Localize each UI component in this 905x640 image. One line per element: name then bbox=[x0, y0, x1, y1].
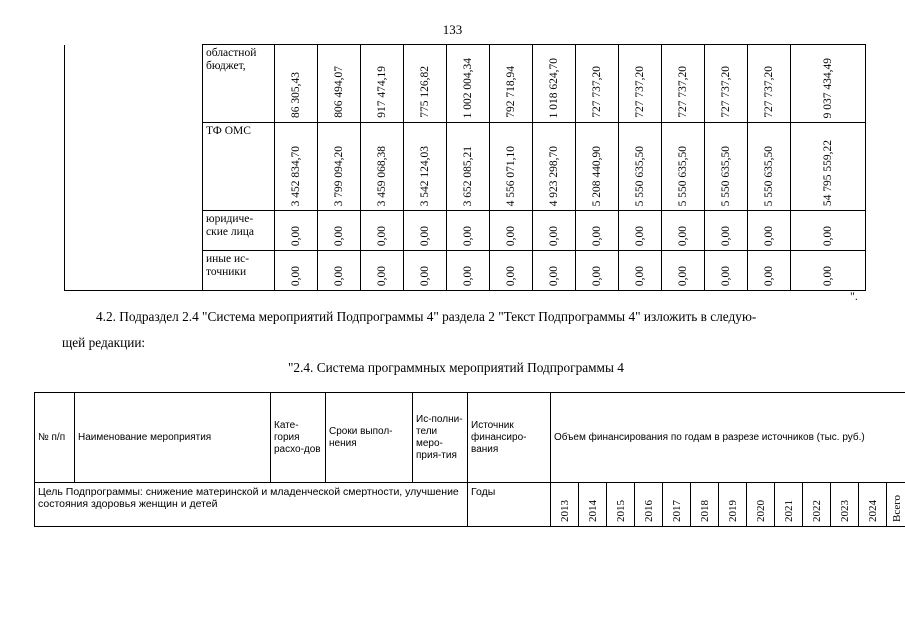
funding-value bbox=[447, 251, 490, 291]
year-label: 2014 bbox=[586, 500, 599, 522]
funding-value bbox=[533, 123, 576, 211]
funding-value bbox=[404, 45, 447, 123]
year-label: 2021 bbox=[782, 500, 795, 522]
years-label: Годы bbox=[468, 483, 551, 527]
header-executors: Ис-полни-тели меро-прия-тия bbox=[413, 393, 468, 483]
funding-value bbox=[361, 211, 404, 251]
funding-value-text: 54 795 559,22 bbox=[822, 139, 834, 206]
funding-value bbox=[318, 251, 361, 291]
funding-table bbox=[64, 44, 866, 291]
year-label: 2019 bbox=[726, 500, 739, 522]
funding-value-text: 0,00 bbox=[720, 225, 732, 246]
funding-value-text: 0,00 bbox=[677, 225, 689, 246]
funding-value bbox=[275, 211, 318, 251]
header-volume: Объем финансирования по годам в разрезе источников (тыс. руб.) bbox=[551, 393, 905, 483]
year-label: 2022 bbox=[810, 500, 823, 522]
funding-value-text: 0,00 bbox=[505, 225, 517, 246]
year-label: 2020 bbox=[754, 500, 767, 522]
funding-value-text: 917 474,19 bbox=[376, 66, 388, 118]
funding-source: ТФ ОМС bbox=[203, 123, 275, 211]
funding-value-text: 727 737,20 bbox=[677, 66, 689, 118]
funding-value bbox=[705, 251, 748, 291]
funding-value bbox=[533, 211, 576, 251]
funding-value-text: 0,00 bbox=[763, 265, 775, 286]
funding-value bbox=[791, 123, 866, 211]
funding-value-text: 4 556 071,10 bbox=[505, 145, 517, 206]
year-cell bbox=[859, 483, 887, 527]
funding-value-text: 0,00 bbox=[333, 265, 345, 286]
funding-value-text: 0,00 bbox=[419, 225, 431, 246]
header-name: Наименование мероприятия bbox=[75, 393, 271, 483]
funding-value bbox=[791, 45, 866, 123]
year-cell bbox=[775, 483, 803, 527]
funding-value bbox=[705, 45, 748, 123]
funding-value bbox=[748, 45, 791, 123]
funding-value bbox=[705, 211, 748, 251]
funding-value bbox=[275, 251, 318, 291]
funding-value bbox=[275, 45, 318, 123]
funding-value bbox=[361, 45, 404, 123]
funding-value-text: 9 037 434,49 bbox=[822, 57, 834, 118]
funding-value bbox=[619, 251, 662, 291]
funding-value-text: 0,00 bbox=[419, 265, 431, 286]
funding-row bbox=[65, 45, 866, 123]
funding-value-text: 0,00 bbox=[591, 225, 603, 246]
funding-value bbox=[576, 45, 619, 123]
funding-value bbox=[662, 211, 705, 251]
funding-value-text: 0,00 bbox=[376, 265, 388, 286]
funding-source: областной бюджет, bbox=[203, 45, 275, 123]
funding-value-text: 5 208 440,90 bbox=[591, 145, 603, 206]
funding-value-text: 0,00 bbox=[462, 265, 474, 286]
funding-value bbox=[447, 211, 490, 251]
funding-value-text: 1 018 624,70 bbox=[548, 57, 560, 118]
funding-value bbox=[619, 45, 662, 123]
funding-value bbox=[490, 251, 533, 291]
year-cell bbox=[887, 483, 905, 527]
funding-value bbox=[662, 123, 705, 211]
funding-value-text: 0,00 bbox=[822, 265, 834, 286]
section-heading: "2.4. Система программных мероприятий Подпрограммы 4 bbox=[288, 360, 624, 375]
header-num: № п/п bbox=[35, 393, 75, 483]
funding-value bbox=[533, 251, 576, 291]
funding-value bbox=[705, 123, 748, 211]
year-cell bbox=[635, 483, 663, 527]
funding-value bbox=[533, 45, 576, 123]
funding-value bbox=[662, 251, 705, 291]
empty-cell bbox=[65, 211, 203, 251]
funding-value-text: 4 923 298,70 bbox=[548, 145, 560, 206]
year-cell bbox=[551, 483, 579, 527]
funding-value bbox=[619, 123, 662, 211]
funding-value-text: 5 550 635,50 bbox=[677, 145, 689, 206]
year-cell bbox=[803, 483, 831, 527]
funding-value-text: 727 737,20 bbox=[763, 66, 775, 118]
funding-row bbox=[65, 211, 866, 251]
funding-value-text: 0,00 bbox=[720, 265, 732, 286]
empty-cell bbox=[65, 123, 203, 211]
header-category: Кате-гория расхо-дов bbox=[271, 393, 326, 483]
funding-source: иные ис-точники bbox=[203, 251, 275, 291]
funding-value-text: 792 718,94 bbox=[505, 66, 517, 118]
year-label: 2018 bbox=[698, 500, 711, 522]
funding-value-text: 806 494,07 bbox=[333, 66, 345, 118]
funding-value-text: 5 550 635,50 bbox=[634, 145, 646, 206]
funding-value bbox=[447, 123, 490, 211]
funding-value-text: 727 737,20 bbox=[634, 66, 646, 118]
funding-value bbox=[318, 211, 361, 251]
funding-value bbox=[490, 123, 533, 211]
year-label: 2023 bbox=[838, 500, 851, 522]
funding-value-text: 0,00 bbox=[290, 225, 302, 246]
funding-value-text: 5 550 635,50 bbox=[720, 145, 732, 206]
funding-value bbox=[318, 45, 361, 123]
year-label: 2016 bbox=[642, 500, 655, 522]
year-label: 2024 bbox=[866, 500, 879, 522]
funding-value-text: 727 737,20 bbox=[591, 66, 603, 118]
year-cell bbox=[691, 483, 719, 527]
funding-value bbox=[748, 251, 791, 291]
year-cell bbox=[663, 483, 691, 527]
funding-value-text: 0,00 bbox=[548, 225, 560, 246]
funding-value-text: 0,00 bbox=[505, 265, 517, 286]
funding-value bbox=[748, 123, 791, 211]
funding-value bbox=[490, 45, 533, 123]
funding-value-text: 0,00 bbox=[290, 265, 302, 286]
funding-value bbox=[576, 211, 619, 251]
funding-value bbox=[791, 251, 866, 291]
funding-value-text: 0,00 bbox=[763, 225, 775, 246]
funding-value-text: 0,00 bbox=[548, 265, 560, 286]
header-terms: Сроки выпол-нения bbox=[326, 393, 413, 483]
page-number: 133 bbox=[442, 22, 463, 37]
funding-row bbox=[65, 123, 866, 211]
funding-value-text: 3 542 124,03 bbox=[419, 145, 431, 206]
funding-row bbox=[65, 251, 866, 291]
funding-value bbox=[576, 123, 619, 211]
funding-value-text: 3 799 094,20 bbox=[333, 145, 345, 206]
funding-value-text: 727 737,20 bbox=[720, 66, 732, 118]
funding-value-text: 0,00 bbox=[333, 225, 345, 246]
year-cell bbox=[747, 483, 775, 527]
program-goal: Цель Подпрограммы: снижение материнской и младенческой смертности, улучшение состояния здоровья женщин и детей bbox=[35, 483, 468, 527]
funding-value bbox=[361, 251, 404, 291]
funding-value bbox=[490, 211, 533, 251]
funding-value bbox=[748, 211, 791, 251]
year-label: 2017 bbox=[670, 500, 683, 522]
paragraph-line-2: щей редакции: bbox=[62, 335, 146, 350]
funding-value-text: 0,00 bbox=[677, 265, 689, 286]
closing-quote: ". bbox=[850, 289, 858, 303]
funding-source: юридиче-ские лица bbox=[203, 211, 275, 251]
empty-cell bbox=[65, 251, 203, 291]
funding-value-text: 0,00 bbox=[591, 265, 603, 286]
funding-value-text: 1 002 004,34 bbox=[462, 57, 474, 118]
funding-value-text: 3 652 085,21 bbox=[462, 145, 474, 206]
funding-value-text: 86 305,43 bbox=[290, 72, 302, 118]
funding-value bbox=[275, 123, 318, 211]
paragraph-line-1: 4.2. Подраздел 2.4 "Система мероприятий Подпрограммы 4" раздела 2 "Текст Подпрограммы 4" изложить в следую- bbox=[96, 309, 757, 324]
header-source: Источник финансиро-вания bbox=[468, 393, 551, 483]
year-cell bbox=[579, 483, 607, 527]
funding-value bbox=[404, 211, 447, 251]
year-cell bbox=[607, 483, 635, 527]
program-table bbox=[34, 392, 905, 527]
funding-value bbox=[662, 45, 705, 123]
funding-value-text: 0,00 bbox=[634, 265, 646, 286]
funding-value-text: 0,00 bbox=[462, 225, 474, 246]
funding-value-text: 0,00 bbox=[822, 225, 834, 246]
funding-value-text: 775 126,82 bbox=[419, 66, 431, 118]
funding-value-text: 0,00 bbox=[376, 225, 388, 246]
empty-cell bbox=[65, 45, 203, 123]
year-cell bbox=[831, 483, 859, 527]
funding-value bbox=[447, 45, 490, 123]
funding-value-text: 3 452 834,70 bbox=[290, 145, 302, 206]
funding-value-text: 5 550 635,50 bbox=[763, 145, 775, 206]
year-label: 2015 bbox=[614, 500, 627, 522]
funding-value bbox=[576, 251, 619, 291]
year-label: Всего bbox=[890, 495, 903, 522]
funding-value bbox=[404, 251, 447, 291]
funding-value-text: 3 459 068,38 bbox=[376, 145, 388, 206]
year-cell bbox=[719, 483, 747, 527]
funding-value bbox=[791, 211, 866, 251]
funding-value bbox=[619, 211, 662, 251]
year-label: 2013 bbox=[558, 500, 571, 522]
funding-value-text: 0,00 bbox=[634, 225, 646, 246]
funding-value bbox=[404, 123, 447, 211]
funding-value bbox=[318, 123, 361, 211]
funding-value bbox=[361, 123, 404, 211]
